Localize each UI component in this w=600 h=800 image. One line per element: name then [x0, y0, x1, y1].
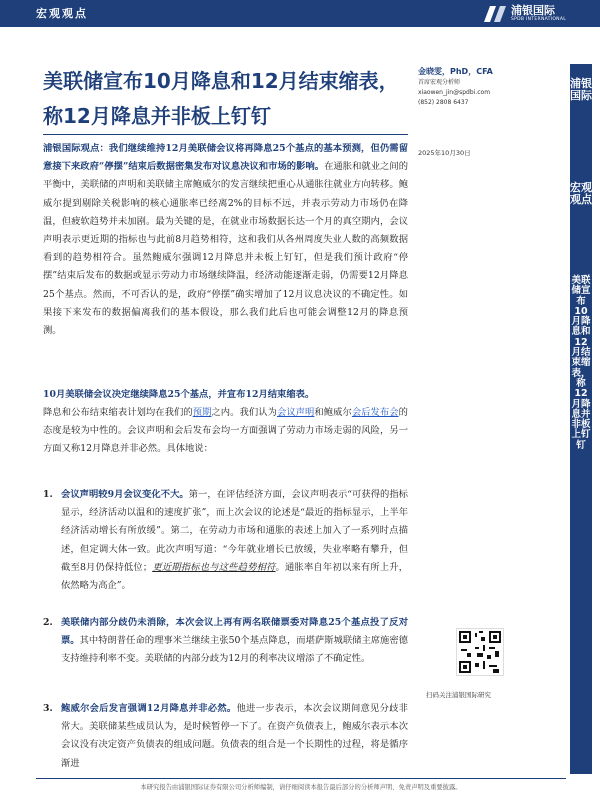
title-divider: [43, 134, 408, 135]
footer-divider: [36, 778, 566, 779]
list-item: [43, 700, 408, 773]
company-logo: [482, 3, 566, 25]
list-item-text: 其中特朗普任命的理事米兰继续主张50个基点降息，而堪萨斯城联储主席施密德支持维持利率不变。美联储的内部分歧为12月的利率决议增添了不确定性。: [61, 635, 408, 665]
list-item: [43, 614, 408, 669]
section-text-d: 的态度是较为中性的。会议声明和会后发布会均一方面强调了劳动力市场走弱的风险，另一方面又称12月降息并非必然。具体地说：: [43, 407, 408, 455]
list-item: [43, 486, 408, 595]
logo-en-text: SPDB INTERNATIONAL: [511, 17, 567, 22]
forecast-link[interactable]: 预期: [192, 407, 212, 418]
author-phone: (852) 2808 6437: [418, 99, 469, 106]
list-item-text: 第一，在评估经济方面，会议声明表示“可获得的指标显示，经济活动以温和的速度扩张”，而上次会议的论述是“最近的指标显示，上半年经济活动增长有所放缓”。第二，在劳动力市场和通胀的表述上加入了一系列时点描述，但定调大体一致。此次声明写道：“今年就业增长已放缓，失业率略有攀升，但截至8月仍保持低位；: [61, 489, 408, 573]
qr-code[interactable]: [456, 628, 504, 676]
list-number: 3.: [43, 703, 53, 714]
top-banner: [0, 0, 600, 27]
logo-cn-text: 浦银国际: [511, 4, 555, 17]
section-paragraph: [43, 404, 408, 459]
side-rail: [570, 64, 592, 774]
presser-link[interactable]: 会后发布会: [351, 407, 399, 418]
side-rail-mid: 宏观观点: [570, 181, 592, 206]
intro-paragraph: [43, 140, 408, 340]
side-rail-top: 浦银国际: [570, 77, 592, 102]
section-text-c: 和鲍威尔: [314, 407, 352, 418]
report-title: 美联储宣布10月降息和12月结束缩表，称12月降息并非板上钉钉: [43, 69, 399, 128]
list-item-text: 他进一步表示，本次会议期间意见分歧非常大。美联储某些成员认为，是时候暂停一下了。在资产负债表上，鲍威尔表示本次会议没有决定资产负债表的组成问题。负债表的组合是一个长期性的过程，将是循序渐进: [61, 703, 408, 769]
section-text-b: 之内。我们认为: [211, 407, 277, 418]
list-item-lead: 会议声明较9月会议变化不大。: [61, 489, 189, 500]
side-rail-bottom: 美联储宣布10月降息和12月结束缩表，称12月降息并非板上钉钉: [571, 275, 591, 451]
report-date: 2025年10月30日: [418, 149, 471, 157]
intro-body: 在通胀和就业之间的平衡中，美联储的声明和美联储主席鲍威尔的发言继续把重心从通胀往就业方向转移。鲍威尔提到剔除关税影响的核心通胀率已经离2%的目标不远，并表示劳动力市场仍在降温，但疲软趋势并未加剧。最为关键的是，在就业市场数据长达一个月的真空期内，会议声明表示更近期的指标也与此前8月趋势相符，这和我们从各州周度失业人数的高频数据看到的趋势相符合。虽然鲍威尔强调12月降息并未板上钉钉，但是我们预计政府“停摆”结束后发布的数据或显示劳动力市场继续降温，经济动能逐渐走弱，仍需要12月降息25个基点。然而，不可否认的是，政府“停摆”确实增加了12月议息决议的不确定性。如果接下来发布的数据偏离我们的基本假设，那么我们此后也可能会调整12月的降息预测。: [43, 161, 408, 337]
section-heading: 10月美联储会议决定继续降息25个基点，并宣布12月结束缩表。: [43, 389, 315, 400]
qr-code-icon: [457, 629, 503, 675]
author-email[interactable]: xiaowen_jin@spdbi.com: [418, 89, 491, 96]
author-name: 金晓雯，PhD，CFA: [418, 67, 493, 76]
list-item-lead: 鲍威尔会后发言强调12月降息并非必然。: [61, 703, 237, 714]
list-number: 2.: [43, 617, 53, 628]
intro-lead: 浦银国际观点：我们继续维持12月美联储会议将再降息25个基点的基本预测，但仍需留意接下来政府“停摆”结束后数据密集发布对议息决议和市场的影响。: [43, 143, 408, 173]
qr-caption: 扫码关注浦银国际研究: [426, 691, 491, 699]
section-tag: 宏观观点: [36, 7, 88, 20]
footer-disclaimer: 本研究报告由浦银国际证券有限公司分析师编制，请仔细阅读本报告最后部分的分析师声明、免责声明及重要披露。: [140, 784, 462, 791]
logo-icon: [482, 4, 508, 24]
list-item-tail: 。通胀率自年初以来有所上升，依然略为高企”。: [61, 561, 408, 592]
author-block: [418, 66, 548, 108]
statement-link[interactable]: 会议声明: [276, 407, 315, 418]
list-number: 1.: [43, 489, 53, 500]
author-role: 首席宏观分析师: [418, 79, 461, 86]
list-item-lead: 美联储内部分歧仍未消除，本次会议上再有两名联储票委对降息25个基点投了反对票。: [61, 617, 408, 647]
section-text-a: 降息和公布结束缩表计划均在我们的: [43, 407, 193, 418]
list-item-underline: 更近期指标也与这些趋势相符: [152, 561, 276, 573]
